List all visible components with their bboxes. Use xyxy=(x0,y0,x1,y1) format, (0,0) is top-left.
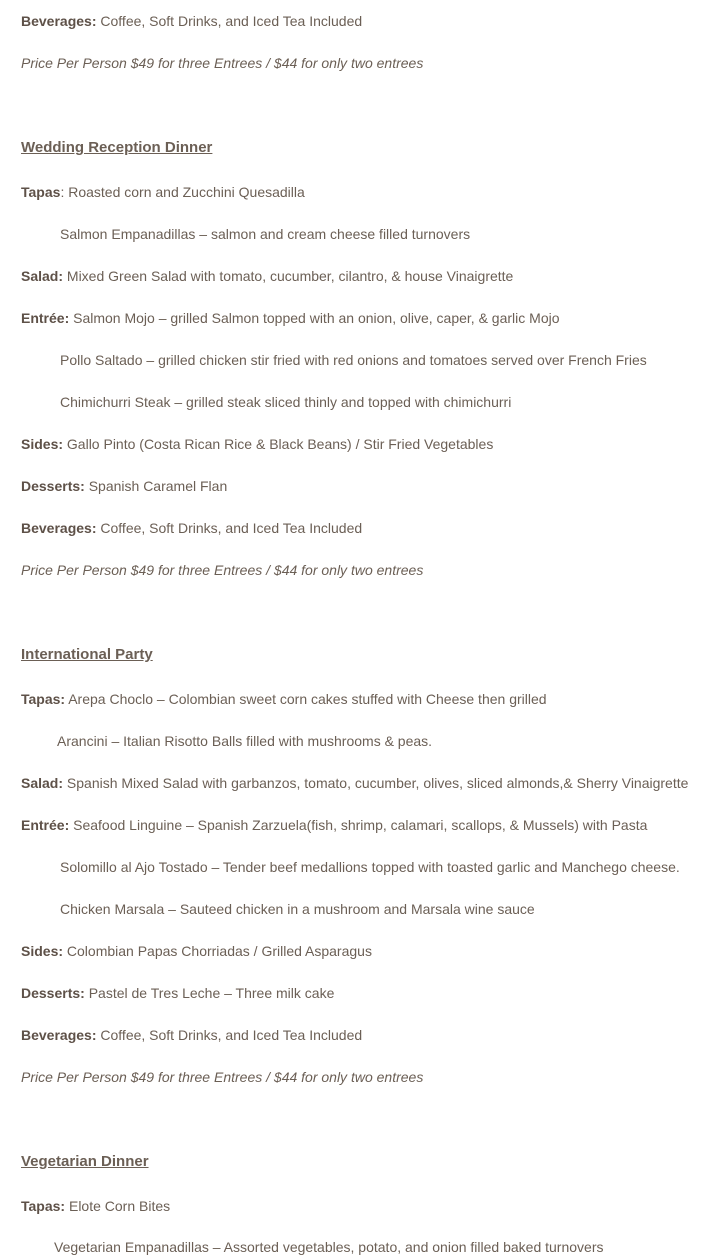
sides-line xyxy=(21,434,493,454)
entree-item-2: Solomillo al Ajo Tostado – Tender beef medallions topped with toasted garlic and Manchego cheese. xyxy=(60,859,680,875)
beverages-text: Coffee, Soft Drinks, and Iced Tea Included xyxy=(96,1027,363,1043)
entree-line xyxy=(21,815,647,835)
beverages-line xyxy=(21,1025,362,1045)
salad-line xyxy=(21,773,688,793)
tapas-label: Tapas xyxy=(21,184,61,200)
tapas-text: Elote Corn Bites xyxy=(65,1198,171,1214)
desserts-text: Spanish Caramel Flan xyxy=(84,478,228,494)
salad-label: Salad: xyxy=(21,775,64,791)
tapas-line xyxy=(21,1196,170,1216)
desserts-label: Desserts: xyxy=(21,985,85,1001)
beverages-label: Beverages: xyxy=(21,1027,97,1043)
salad-line xyxy=(21,266,513,286)
entree-label: Entrée: xyxy=(21,310,70,326)
section-heading-international: International Party xyxy=(21,646,153,663)
salad-label: Salad: xyxy=(21,268,64,284)
tapas-line xyxy=(21,689,547,709)
sides-text: Gallo Pinto (Costa Rican Rice & Black Beans) / Stir Fried Vegetables xyxy=(63,436,494,452)
tapas-line xyxy=(21,182,305,202)
desserts-label: Desserts: xyxy=(21,478,85,494)
tapas-text: Arepa Choclo – Colombian sweet corn cakes stuffed with Cheese then grilled xyxy=(65,691,547,707)
tapas-label: Tapas: xyxy=(21,1198,66,1214)
section-heading-wedding: Wedding Reception Dinner xyxy=(21,139,213,156)
desserts-line xyxy=(21,476,227,496)
entree-line xyxy=(21,308,560,328)
sides-line xyxy=(21,941,372,961)
tapas-item-2: Salmon Empanadillas – salmon and cream cheese filled turnovers xyxy=(60,226,471,242)
salad-text: Mixed Green Salad with tomato, cucumber, cilantro, & house Vinaigrette xyxy=(63,268,514,284)
desserts-line xyxy=(21,983,334,1003)
price-line: Price Per Person $49 for three Entrees / $44 for only two entrees xyxy=(21,1069,424,1085)
entree-text: Seafood Linguine – Spanish Zarzuela(fish, shrimp, calamari, scallops, & Mussels) with Pasta xyxy=(69,817,648,833)
price-line: Price Per Person $49 for three Entrees / $44 for only two entrees xyxy=(21,55,424,71)
salad-text: Spanish Mixed Salad with garbanzos, tomato, cucumber, olives, sliced almonds,& Sherry Vinaigrette xyxy=(63,775,689,791)
sides-label: Sides: xyxy=(21,943,64,959)
price-line: Price Per Person $49 for three Entrees / $44 for only two entrees xyxy=(21,562,424,578)
tapas-label: Tapas: xyxy=(21,691,66,707)
entree-item-3: Chicken Marsala – Sauteed chicken in a mushroom and Marsala wine sauce xyxy=(60,901,535,917)
beverages-text: Coffee, Soft Drinks, and Iced Tea Included xyxy=(96,520,363,536)
sides-label: Sides: xyxy=(21,436,64,452)
entree-label: Entrée: xyxy=(21,817,70,833)
sides-text: Colombian Papas Chorriadas / Grilled Asparagus xyxy=(63,943,372,959)
beverages-label: Beverages: xyxy=(21,13,97,29)
tapas-text: : Roasted corn and Zucchini Quesadilla xyxy=(60,184,305,200)
entree-item-2: Pollo Saltado – grilled chicken stir fried with red onions and tomatoes served over French Fries xyxy=(60,352,647,368)
entree-item-3: Chimichurri Steak – grilled steak sliced thinly and topped with chimichurri xyxy=(60,394,512,410)
section-heading-vegetarian: Vegetarian Dinner xyxy=(21,1153,149,1170)
tapas-item-2: Vegetarian Empanadillas – Assorted vegetables, potato, and onion filled baked turnovers xyxy=(54,1239,604,1255)
beverages-line xyxy=(21,11,362,31)
beverages-line xyxy=(21,518,362,538)
entree-text: Salmon Mojo – grilled Salmon topped with an onion, olive, caper, & garlic Mojo xyxy=(69,310,560,326)
tapas-item-2: Arancini – Italian Risotto Balls filled with mushrooms & peas. xyxy=(57,733,433,749)
desserts-text: Pastel de Tres Leche – Three milk cake xyxy=(84,985,335,1001)
beverages-text: Coffee, Soft Drinks, and Iced Tea Included xyxy=(96,13,363,29)
beverages-label: Beverages: xyxy=(21,520,97,536)
